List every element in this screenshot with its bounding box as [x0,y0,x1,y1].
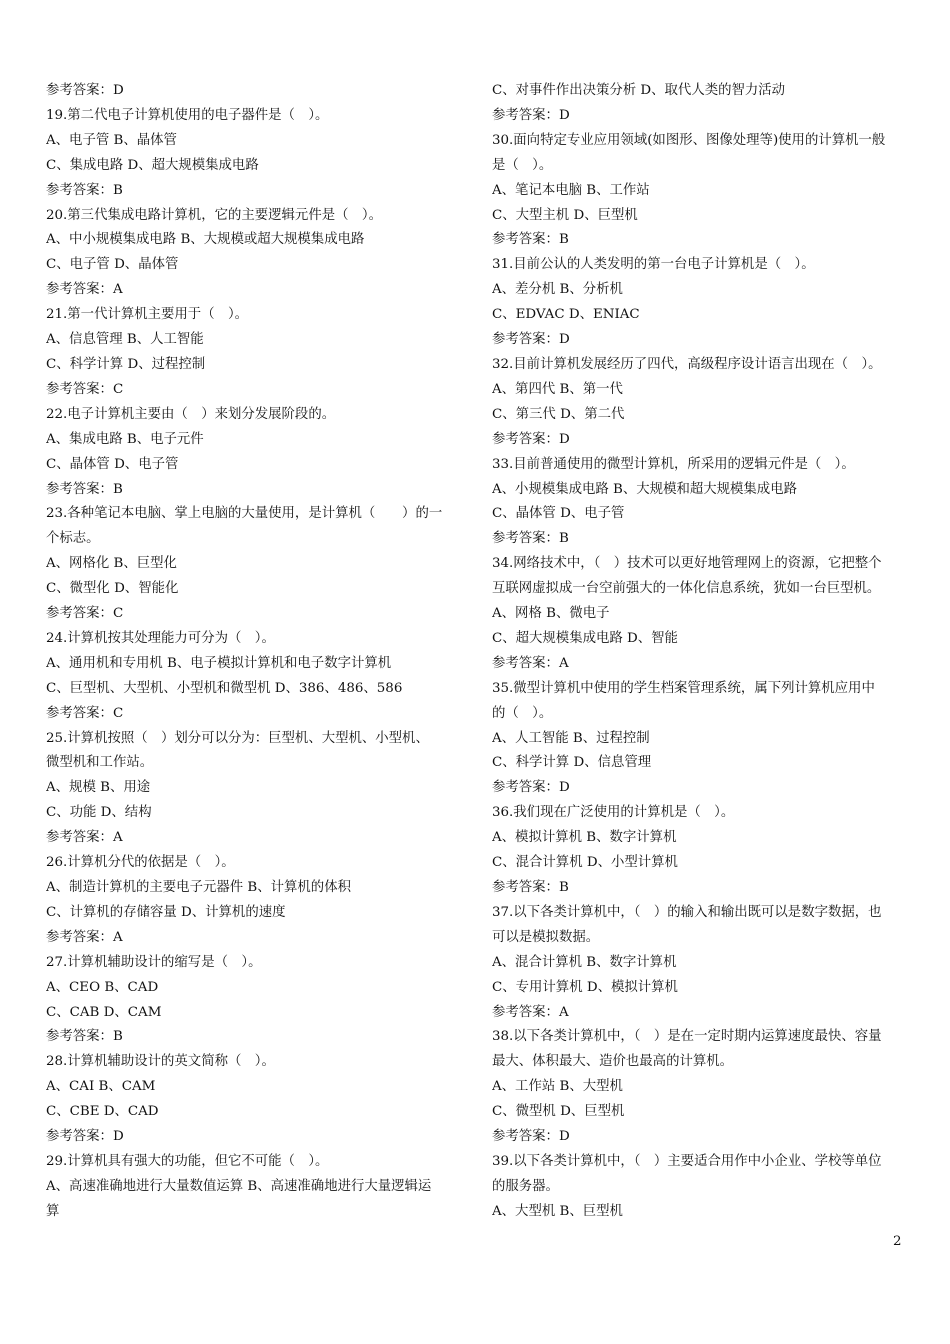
text-line: C、超大规模集成电路 D、智能 [492,630,678,646]
text-line: 27.计算机辅助设计的缩写是（ ）。 [46,954,262,970]
text-line: C、晶体管 D、电子管 [492,506,625,522]
text-line: 参考答案：A [46,929,123,945]
text-line: C、CAB D、CAM [46,1004,162,1020]
text-line: A、大型机 B、巨型机 [492,1203,623,1219]
text-line: A、CAI B、CAM [46,1079,156,1095]
text-line: 参考答案：A [492,1004,569,1020]
text-line: C、微型化 D、智能化 [46,581,179,597]
text-line: 参考答案：B [46,182,123,198]
text-line: C、巨型机、大型机、小型机和微型机 D、386、486、586 [46,680,403,696]
text-line: C、对事件作出决策分析 D、取代人类的智力活动 [492,83,786,98]
right-column [492,79,908,1225]
text-line: C、晶体管 D、电子管 [46,456,179,472]
text-line: 参考答案：B [492,880,569,895]
text-line: 参考答案：C [46,705,124,721]
text-line: 32.目前计算机发展经历了四代，高级程序设计语言出现在（ ）。 [492,356,882,372]
text-line: C、计算机的存储容量 D、计算机的速度 [46,904,286,920]
text-line: A、第四代 B、第一代 [492,381,623,397]
text-line: 参考答案：C [46,381,124,397]
text-line: 39.以下各类计算机中，（ ）主要适合用作中小企业、学校等单位 [492,1153,882,1169]
text-line: 31.目前公认的人类发明的第一台电子计算机是（ ）。 [492,257,815,273]
text-line: 个标志。 [46,531,100,547]
text-line: 参考答案：C [46,606,124,622]
text-line: 参考答案：D [46,83,124,98]
text-line: C、第三代 D、第二代 [492,406,625,422]
text-line: 最大、体积最大、造价也最高的计算机。 [492,1054,734,1070]
text-line: 33.目前普通使用的微型计算机，所采用的逻辑元件是（ ）。 [492,456,855,472]
text-line: C、大型主机 D、巨型机 [492,207,638,223]
page-number: 2 [893,1234,902,1249]
text-line: A、网格化 B、巨型化 [46,556,177,572]
text-line: 29.计算机具有强大的功能，但它不可能（ ）。 [46,1153,329,1169]
text-line: 互联网虚拟成一台空前强大的一体化信息系统，犹如一台巨型机。 [492,581,881,597]
text-line: 参考答案：A [46,830,123,846]
text-line: A、信息管理 B、人工智能 [46,332,204,348]
text-line: 35.微型计算机中使用的学生档案管理系统，属下列计算机应用中 [492,680,875,696]
text-line: C、功能 D、结构 [46,805,152,821]
text-line: 参考答案：D [492,780,570,796]
text-line: C、EDVAC D、ENIAC [492,307,640,323]
text-line: 参考答案：D [492,332,570,348]
text-line: 37.以下各类计算机中，（ ）的输入和输出既可以是数字数据，也 [492,904,882,920]
text-line: 的服务器。 [492,1178,559,1194]
text-line: 参考答案：B [46,481,123,497]
text-line: 可以是模拟数据。 [492,929,600,945]
text-line: C、CBE D、CAD [46,1104,159,1120]
text-line: C、科学计算 D、信息管理 [492,755,652,771]
text-line: 22.电子计算机主要由（ ）来划分发展阶段的。 [46,406,336,422]
text-line: A、笔记本电脑 B、工作站 [492,182,650,198]
text-line: A、规模 B、用途 [46,780,151,796]
text-line: 参考答案：D [46,1129,124,1145]
text-line: A、混合计算机 B、数字计算机 [492,954,677,970]
text-line: 参考答案：A [492,655,569,671]
text-line: A、集成电路 B、电子元件 [46,431,204,447]
text-line: A、差分机 B、分析机 [492,282,623,298]
text-line: 参考答案：B [492,531,569,547]
text-line: 34.网络技术中，（ ）技术可以更好地管理网上的资源，它把整个 [492,556,882,572]
text-line: 参考答案：D [492,1129,570,1145]
text-line: 25.计算机按照（ ）划分可以分为：巨型机、大型机、小型机、 [46,730,429,746]
text-line: 是（ ）。 [492,157,553,173]
text-line: A、网格 B、微电子 [492,606,610,622]
text-line: 26.计算机分代的依据是（ ）。 [46,855,235,871]
text-line: A、人工智能 B、过程控制 [492,730,650,746]
text-line: 38.以下各类计算机中，（ ）是在一定时期内运算速度最快、容量 [492,1029,882,1045]
text-line: A、工作站 B、大型机 [492,1079,623,1095]
text-line: C、科学计算 D、过程控制 [46,356,206,372]
text-line: 19.第二代电子计算机使用的电子器件是（ ）。 [46,107,329,123]
left-column [46,79,460,1225]
text-line: A、通用机和专用机 B、电子模拟计算机和电子数字计算机 [46,655,392,671]
text-line: C、专用计算机 D、模拟计算机 [492,979,678,995]
text-line: A、小规模集成电路 B、大规模和超大规模集成电路 [492,481,797,497]
text-line: 23.各种笔记本电脑、掌上电脑的大量使用，是计算机（ ）的一 [46,506,443,522]
text-line: A、CEO B、CAD [46,979,159,995]
text-line: 参考答案：D [492,431,570,447]
text-line: 36.我们现在广泛使用的计算机是（ ）。 [492,805,735,821]
text-line: 参考答案：D [492,107,570,123]
text-line: A、制造计算机的主要电子元器件 B、计算机的体积 [46,880,351,895]
text-line: A、高速准确地进行大量数值运算 B、高速准确地进行大量逻辑运 [46,1178,432,1194]
text-line: 算 [46,1203,60,1219]
text-line: 28.计算机辅助设计的英文简称（ ）。 [46,1054,275,1070]
text-line: 30.面向特定专业应用领域(如图形、图像处理等)使用的计算机一般 [492,132,886,148]
text-line: C、集成电路 D、超大规模集成电路 [46,157,259,173]
text-line: C、混合计算机 D、小型计算机 [492,855,678,871]
text-line: A、电子管 B、晶体管 [46,132,177,148]
text-line: 参考答案：B [46,1029,123,1045]
text-line: A、模拟计算机 B、数字计算机 [492,830,677,846]
text-line: C、电子管 D、晶体管 [46,257,179,273]
text-line: 参考答案：A [46,282,123,298]
text-line: 的（ ）。 [492,705,553,721]
text-line: C、微型机 D、巨型机 [492,1104,625,1120]
text-line: 20.第三代集成电路计算机，它的主要逻辑元件是（ ）。 [46,207,382,223]
text-line: A、中小规模集成电路 B、大规模或超大规模集成电路 [46,232,365,248]
text-line: 参考答案：B [492,232,569,248]
text-line: 微型机和工作站。 [46,755,154,771]
text-line: 21.第一代计算机主要用于（ ）。 [46,307,249,323]
text-line: 24.计算机按其处理能力可分为（ ）。 [46,630,275,646]
